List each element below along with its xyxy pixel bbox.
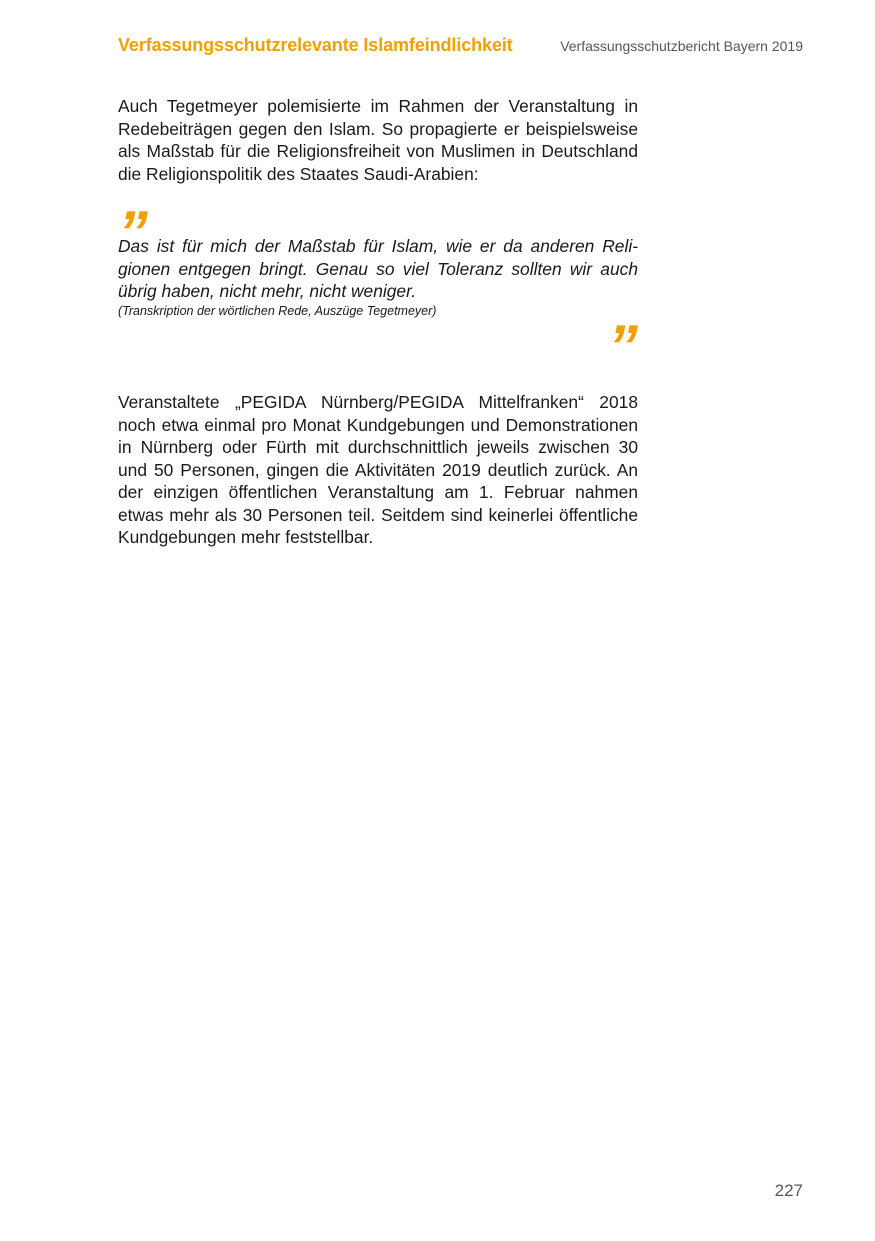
paragraph-pegida: Veranstaltete „PEGIDA Nürnberg/PEGIDA Mittelfranken“ 2018 noch etwa einmal pro Monat Kundgebungen und Demonstrationen in Nürnberg oder Fürth mit durchschnittlich jeweils zwischen 30 und 50 Personen, gingen die Aktivitäten 2019 deutlich zurück. An der einzigen öffentlichen Veranstaltung am 1. Februar nahmen etwas mehr als 30 Personen teil. Seitdem sind keinerlei öffentliche Kundgebungen mehr feststellbar. — [118, 392, 638, 547]
quote-block — [118, 199, 638, 380]
quote-close-icon: ” — [608, 313, 638, 380]
report-title: Verfassungsschutzbericht Bayern 2019 — [560, 38, 803, 54]
paragraph-intro: Auch Tegetmeyer polemisierte im Rahmen der Veranstaltung in Redebeiträgen gegen den Islam. So propagierte er beispielsweise als Maßstab für die Religionsfreiheit von Muslimen in Deutschland die Religionspolitik des Staates Saudi-Arabien: — [118, 96, 638, 184]
main-content — [118, 95, 638, 549]
section-title: Verfassungsschutzrelevante Islamfeindlichkeit — [118, 35, 513, 55]
quote-source: (Transkription der wörtlichen Rede, Auszüge Tegetmeyer) — [118, 304, 437, 318]
quote-open-icon: ” — [118, 199, 148, 266]
page-number: 227 — [774, 1181, 803, 1200]
quote-text: Das ist für mich der Maßstab für Islam, wie er da anderen Religionen entgegen bringt. Genau so viel Toleranz sollten wir auch übrig haben, nicht mehr, nicht weniger. — [118, 236, 638, 301]
